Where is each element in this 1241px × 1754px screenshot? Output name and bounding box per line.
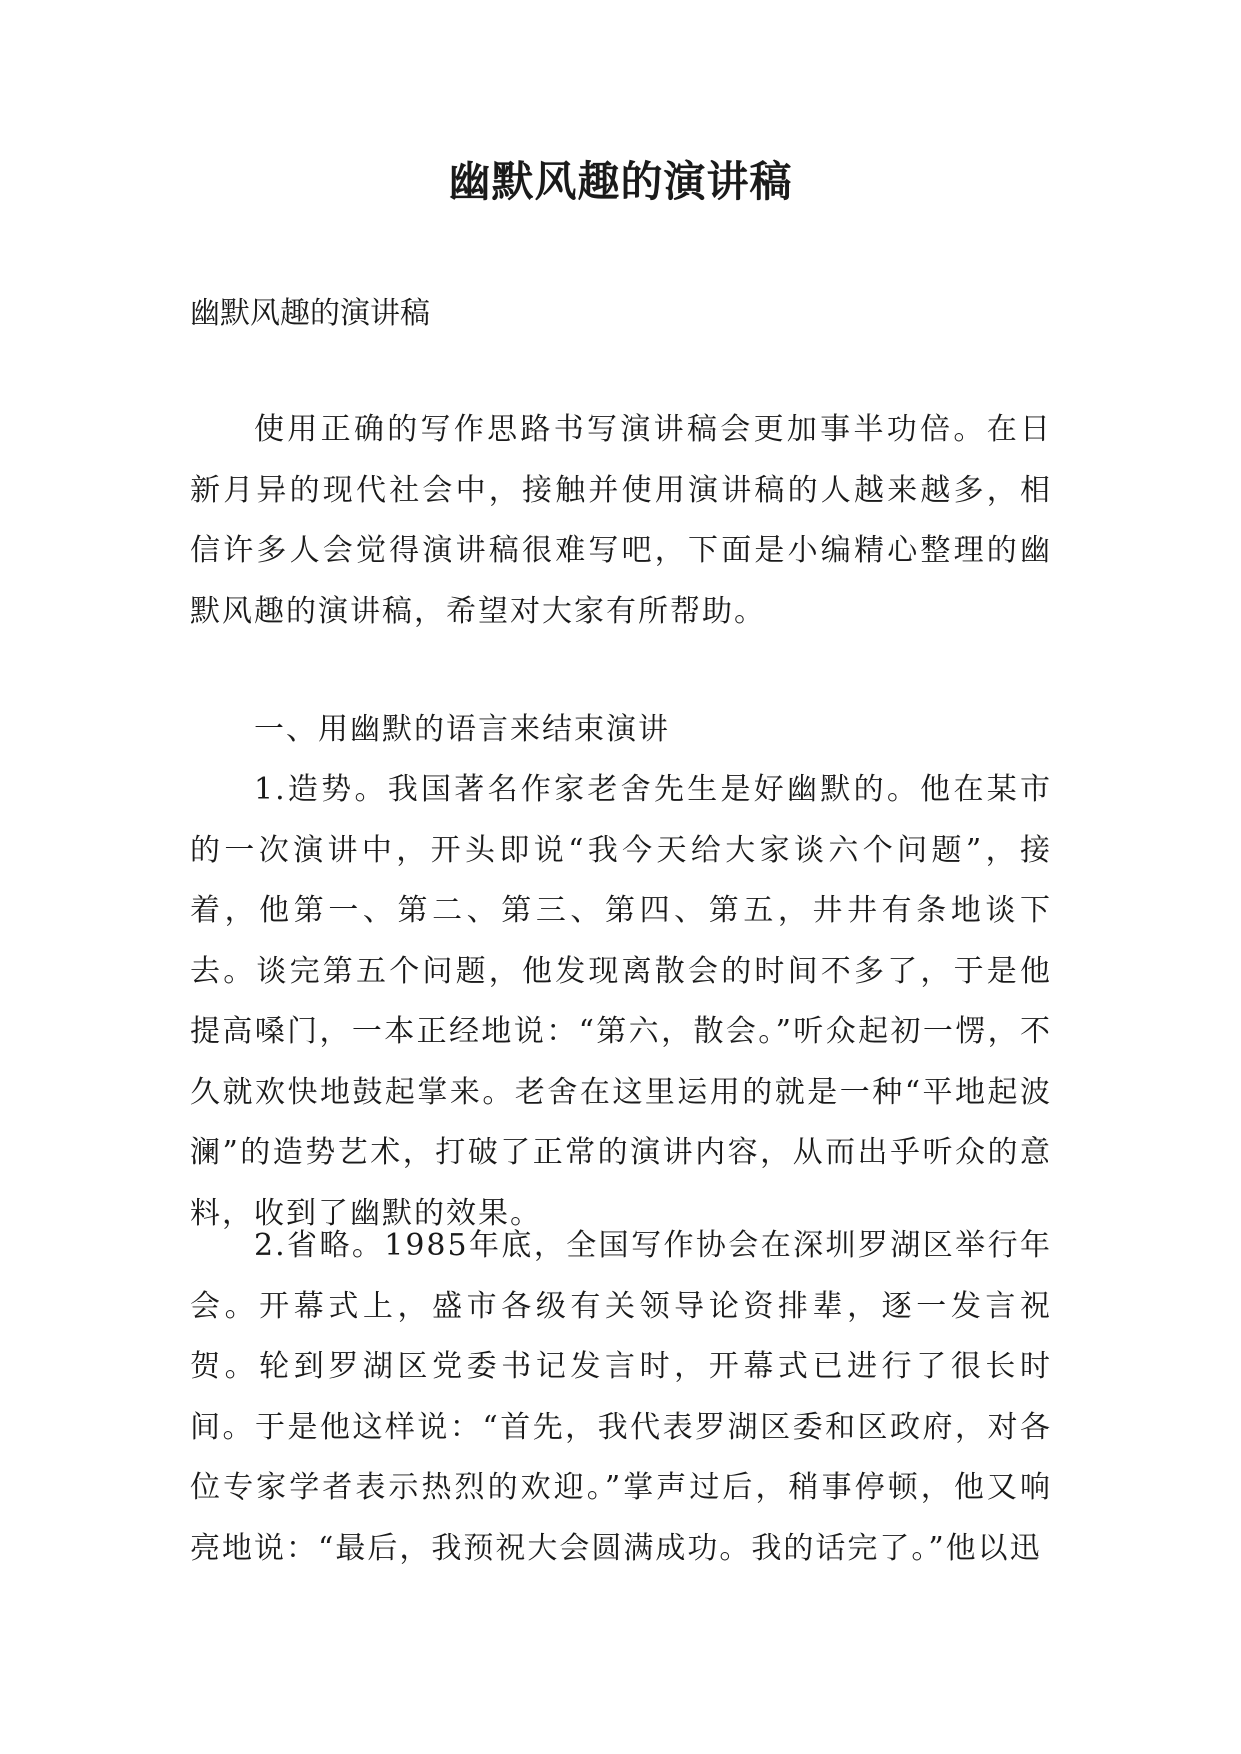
- document-subtitle: 幽默风趣的演讲稿: [190, 296, 430, 331]
- item-2-paragraph: 2.省略。1985年底，全国写作协会在深圳罗湖区举行年会。开幕式上，盛市各级有关领导论资排辈，逐一发言祝贺。轮到罗湖区党委书记发言时，开幕式已进行了很长时间。于是他这样说：“首先，我代表罗湖区委和区政府，对各位专家学者表示热烈的欢迎。”掌声过后，稍事停顿，他又响亮地说：“最后，我预祝大会圆满成功。我的话完了。”他以迅: [190, 1228, 1052, 1566]
- document-title: 幽默风趣的演讲稿: [448, 157, 793, 206]
- section-heading: 一、用幽默的语言来结束演讲: [254, 712, 670, 747]
- item-1-paragraph: 1.造势。我国著名作家老舍先生是好幽默的。他在某市的一次演讲中，开头即说“我今天给大家谈六个问题”，接着，他第一、第二、第三、第四、第五，井井有条地谈下去。谈完第五个问题，他发现离散会的时间不多了，于是他提高嗓门，一本正经地说：“第六，散会。”听众起初一愣，不久就欢快地鼓起掌来。老舍在这里运用的就是一种“平地起波澜”的造势艺术，打破了正常的演讲内容，从而出乎听众的意料，收到了幽默的效果。: [190, 772, 1052, 1231]
- intro-paragraph: 使用正确的写作思路书写演讲稿会更加事半功倍。在日新月异的现代社会中，接触并使用演讲稿的人越来越多，相信许多人会觉得演讲稿很难写吧，下面是小编精心整理的幽默风趣的演讲稿，希望对大家有所帮助。: [190, 412, 1052, 629]
